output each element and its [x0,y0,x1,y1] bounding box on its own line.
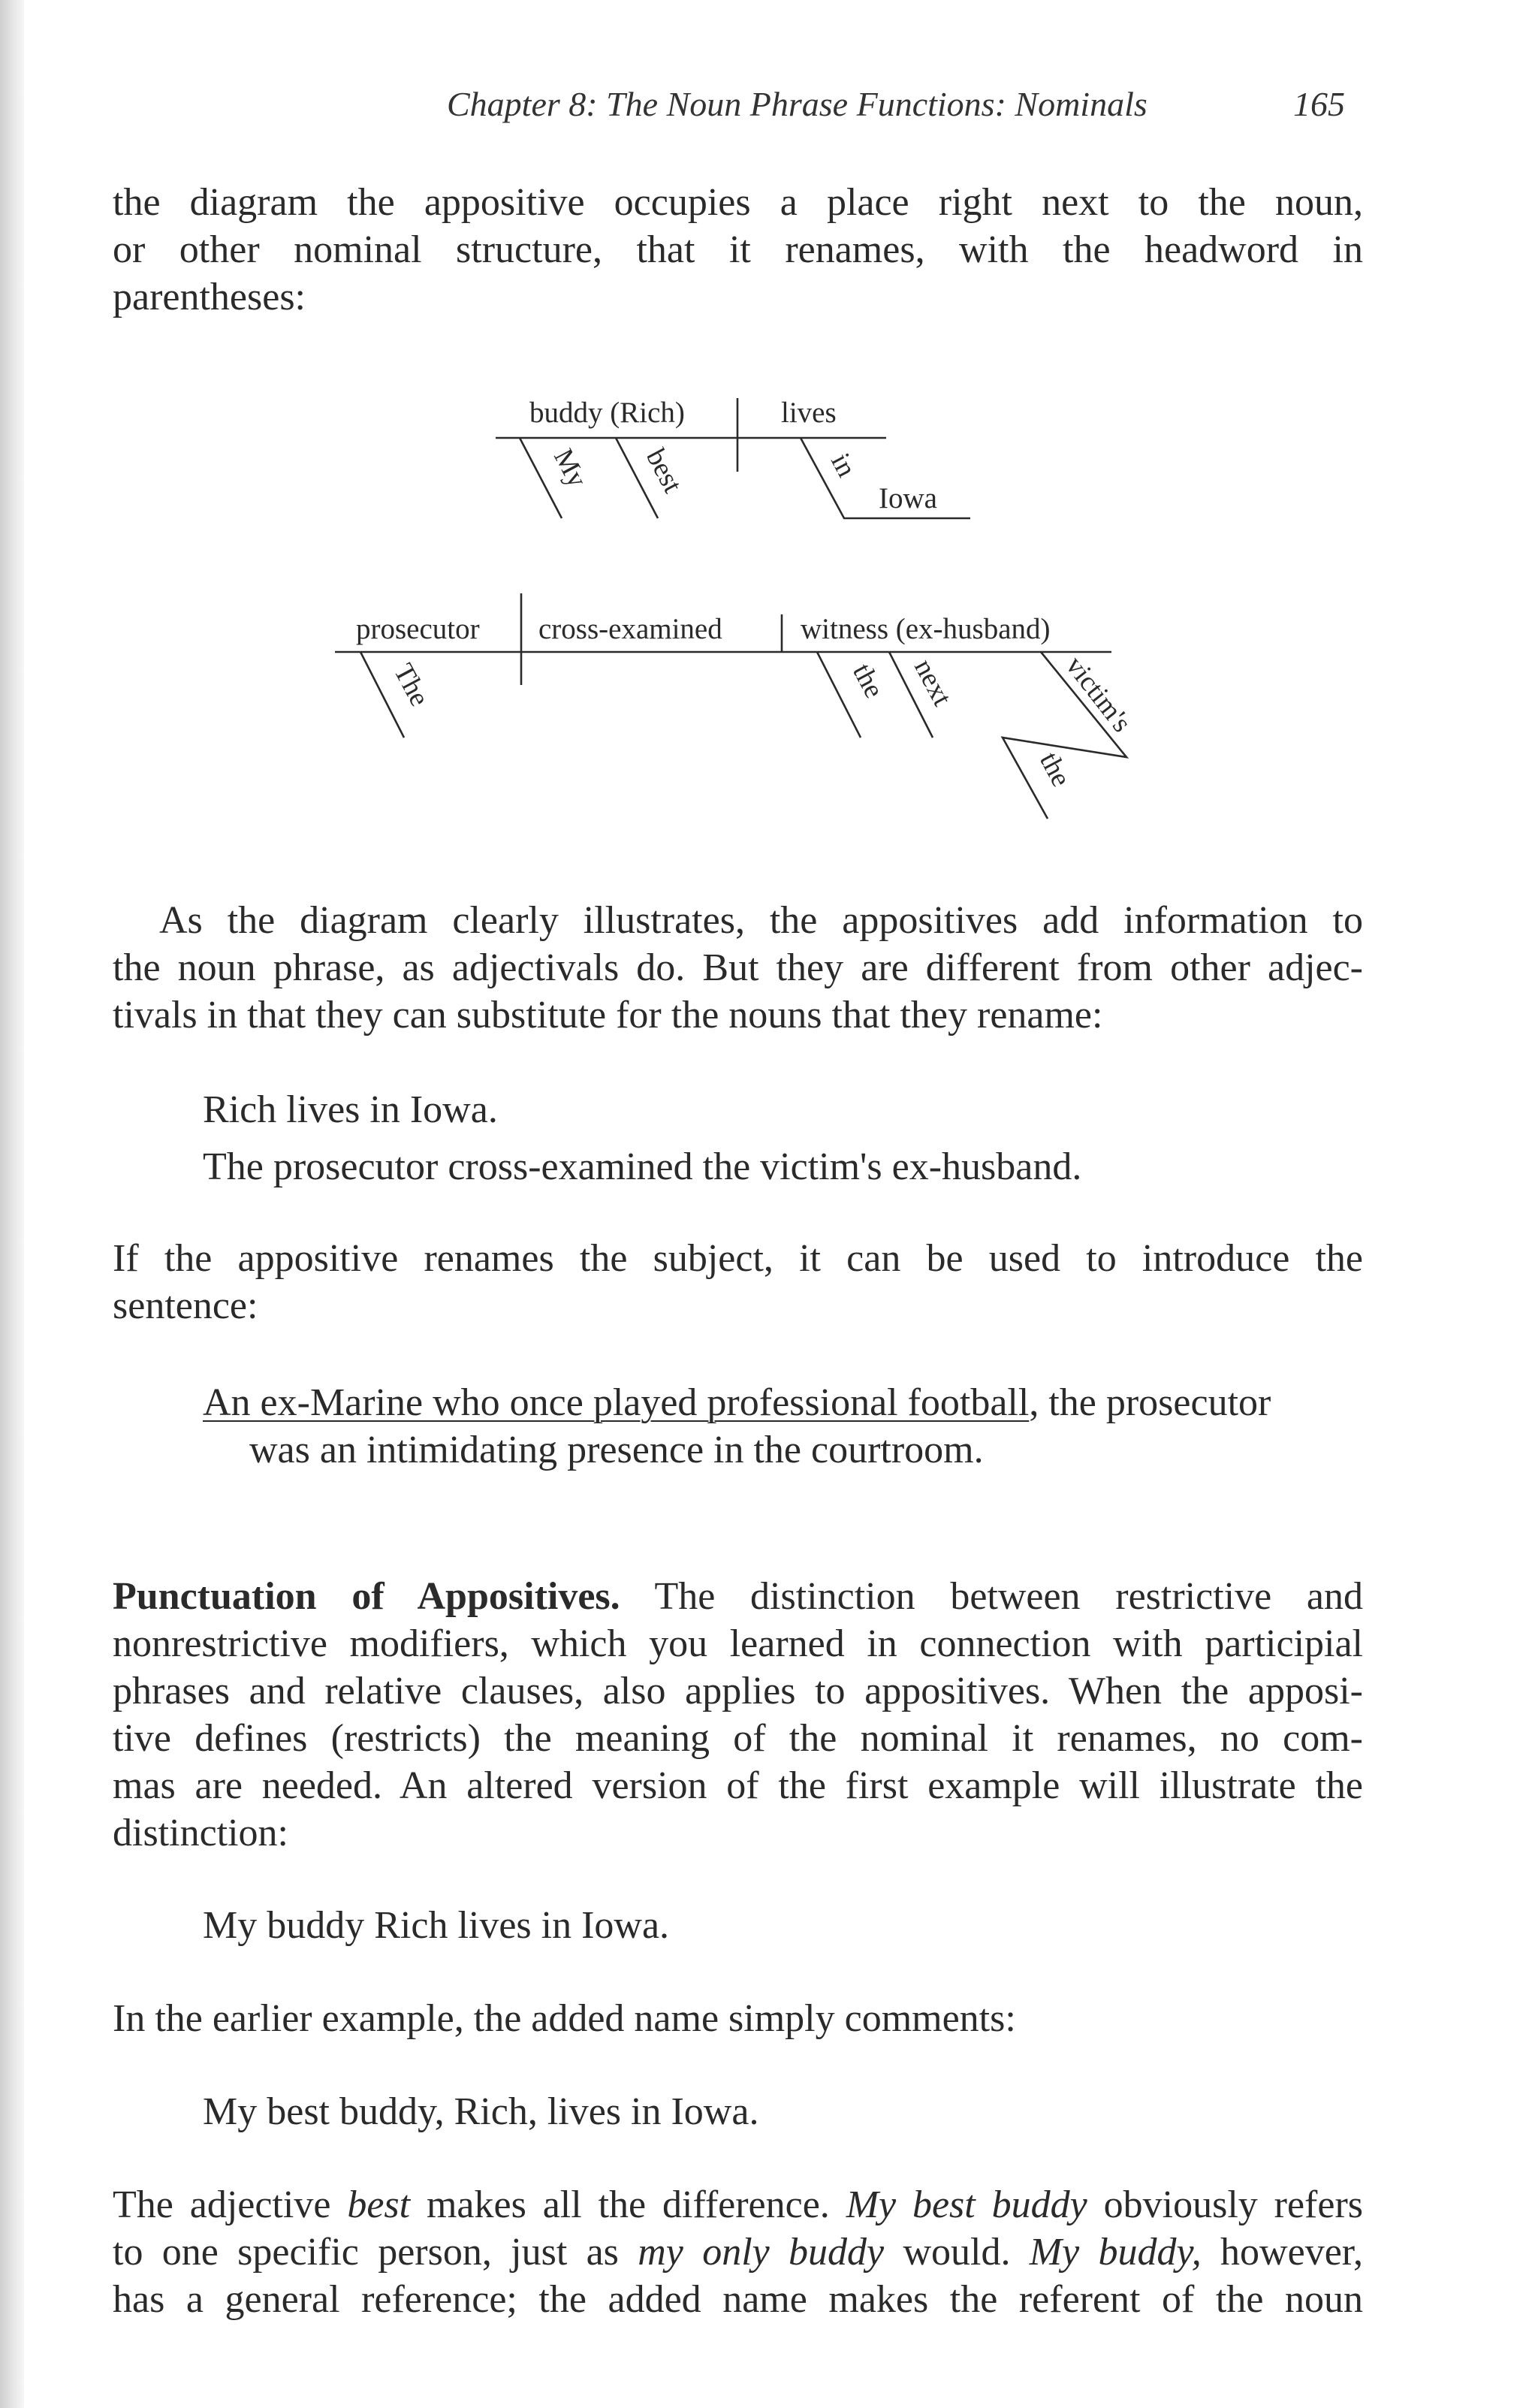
paragraph-line: phrases and relative clauses, also applies to appositives. When the apposi- [113,1670,1363,1712]
intro-line: or other nominal structure, that it renames, with the headword in [113,228,1363,271]
paragraph-text: obviously refers [1087,2183,1364,2226]
italic-phrase: My best buddy [846,2183,1087,2226]
paragraph-text: however, [1201,2231,1364,2274]
example-text: was an intimidating presence in the courtroom. [249,1429,984,1471]
section-heading: Punctuation of Appositives. [113,1575,620,1618]
paragraph-line: the noun phrase, as adjectivals do. But they are different from other adjec- [113,946,1363,989]
paragraph-text: to one specific person, just as [113,2231,638,2274]
paragraph-line: sentence: [113,1284,258,1327]
example-sentence: The prosecutor cross-examined the victim's ex-husband. [203,1145,1082,1188]
example-sentence: Rich lives in Iowa. [203,1088,498,1131]
example-sentence: My best buddy, Rich, lives in Iowa. [203,2090,759,2133]
intro-line: parentheses: [113,276,306,318]
diagram2-subject: prosecutor [356,613,480,645]
paragraph-line: In the earlier example, the added name simply comments: [113,1997,1016,2040]
modifier-line-the-subject [360,652,404,738]
punctuation-section [113,1573,1363,1857]
diagram1-object: Iowa [879,482,937,514]
running-head: Chapter 8: The Noun Phrase Functions: Nominals [447,85,1147,123]
paragraph-text: would. [884,2231,1030,2274]
paragraph-line: tivals in that they can substitute for the nouns that they rename: [113,994,1103,1037]
diagram1-modifier-my: My [547,443,593,493]
paragraph-adjective-best [113,2181,1363,2323]
diagram1-subject: buddy (Rich) [529,397,685,429]
underlined-appositive: An ex-Marine who once played professional football [203,1381,1030,1424]
diagram1-modifier-best: best [640,443,689,498]
italic-phrase: My buddy, [1029,2231,1202,2274]
possessive-modifier-line [1003,652,1126,819]
italic-phrase: my only buddy [638,2231,885,2274]
italic-term: best [347,2183,411,2226]
example-introductory-appositive [203,1379,1329,1474]
diagram2-object-modifier-next: next [908,653,958,711]
paragraph-line: distinction: [113,1812,288,1854]
paragraph-text: makes all the difference. [410,2183,846,2226]
paragraph-line: As the diagram clearly illustrates, the appositives add information to [159,899,1363,942]
diagram1-verb: lives [781,397,837,429]
paragraph-line: mas are needed. An altered version of the first example will illustrate the [113,1764,1363,1807]
diagram2-subject-modifier: The [388,658,436,712]
page-number: 165 [1293,85,1345,123]
paragraph-text: The distinction between restrictive and [654,1575,1363,1618]
diagram2-object-modifier-victims: victim's [1059,650,1138,738]
diagram2-object: witness (ex-husband) [801,613,1051,645]
paragraph-text: The adjective [113,2183,348,2226]
diagram2-object-modifier-the: the [846,658,890,704]
paragraph-as-the-diagram [113,897,1363,1039]
paragraph-line: tive defines (restricts) the meaning of the nominal it renames, no com- [113,1717,1363,1760]
intro-line: the diagram the appositive occupies a place right next to the noun, [113,181,1363,224]
paragraph-line: has a general reference; the added name makes the referent of the noun [113,2278,1363,2321]
diagram2-verb: cross-examined [538,613,722,645]
paragraph-if-the-appositive [113,1235,1363,1329]
paragraph-line: If the appositive renames the subject, it can be used to introduce the [113,1237,1363,1280]
modifier-line-the-object [817,652,861,738]
diagram1-preposition: in [825,448,862,482]
paragraph-earlier-example [113,1995,1363,2042]
diagram2-possessive-modifier: the [1033,747,1077,792]
example-sentence: My buddy Rich lives in Iowa. [203,1904,670,1947]
example-text: , the prosecutor [1029,1381,1271,1424]
paragraph-line: nonrestrictive modifiers, which you learned in connection with participial [113,1622,1363,1665]
